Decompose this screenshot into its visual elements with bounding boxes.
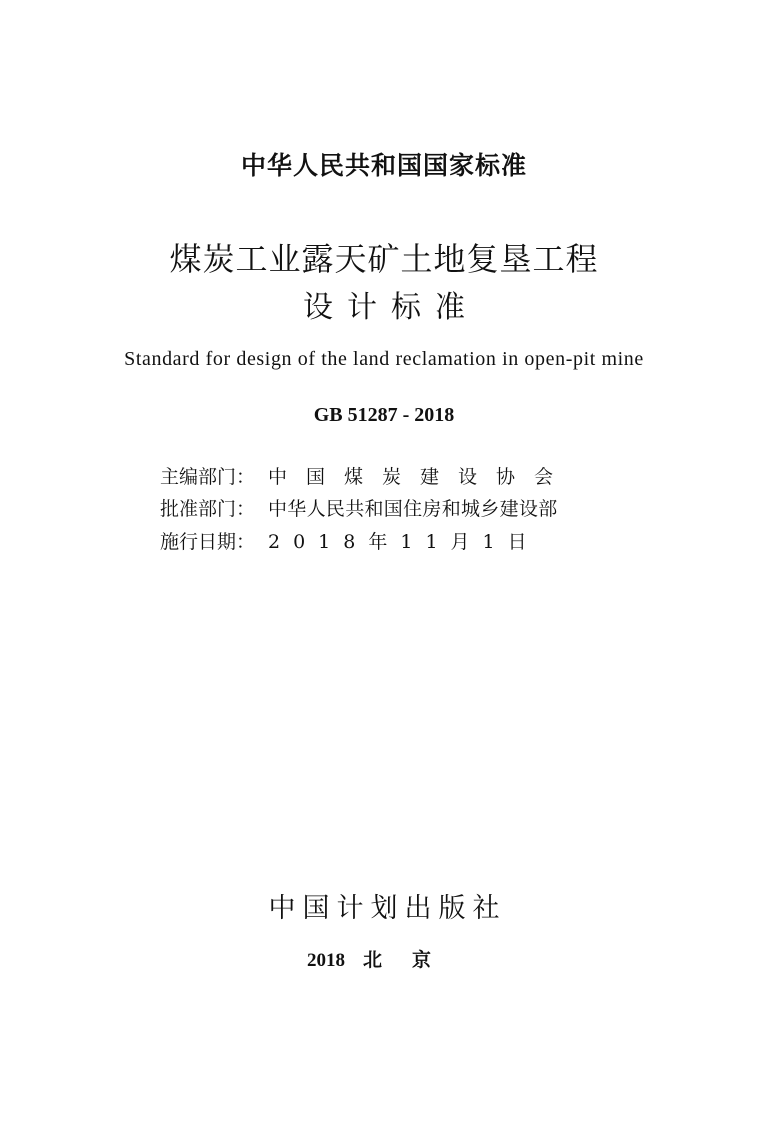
effective-date-value: 2018年11月1日 [268,531,540,553]
imprint-city: 北京 [362,949,461,971]
editor-row [160,462,572,494]
approver-label: 批准部门： [160,498,256,520]
editor-label: 主编部门： [160,466,256,488]
document-title-line-2: 设计标准 [303,290,479,325]
publisher-name: 中国计划出版社 [268,893,507,924]
document-title-line-1: 煤炭工业露天矿土地复垦工程 [169,240,599,278]
effective-date-label: 施行日期： [160,531,256,553]
english-title: Standard for design of the land reclamation in open-pit mine [124,348,644,370]
standard-code: GB 51287 - 2018 [313,404,455,426]
national-standard-heading: 中华人民共和国国家标准 [240,151,527,180]
effective-date-row [160,527,540,559]
imprint [0,945,768,972]
editor-value: 中国煤炭建设协会 [268,466,573,488]
approver-row [160,494,558,526]
imprint-year: 2018 [306,950,345,971]
approver-value: 中华人民共和国住房和城乡建设部 [268,498,558,520]
